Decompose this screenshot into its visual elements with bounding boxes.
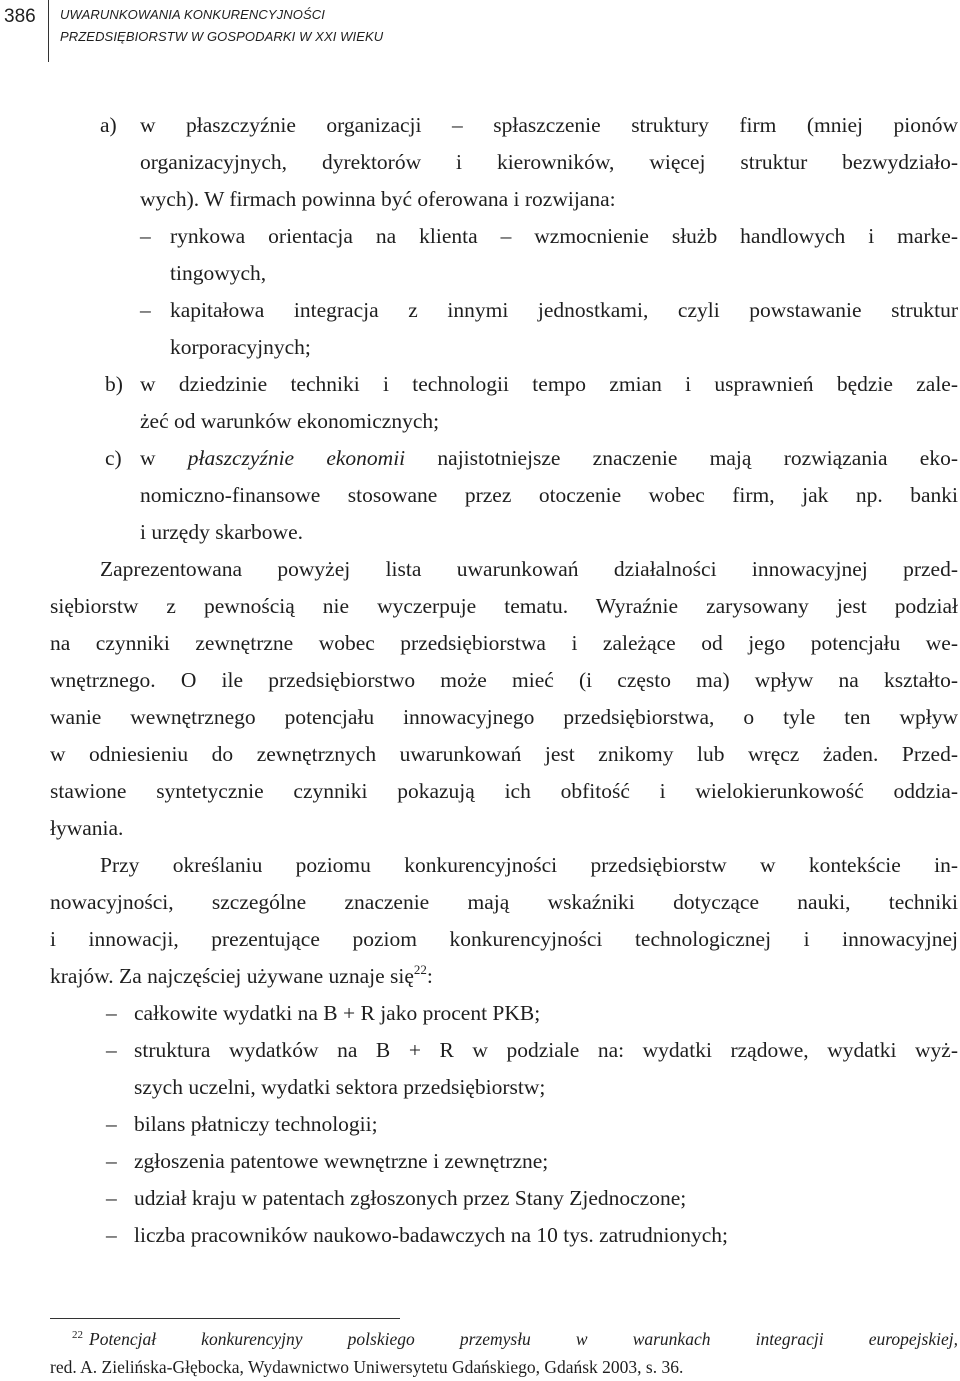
dash-bullet-icon: –: [140, 298, 151, 322]
paragraph-text: [50, 958, 958, 995]
paragraph-line: [50, 736, 958, 773]
paragraph-line: [50, 625, 958, 662]
paragraph-line: [50, 588, 958, 625]
footnote-divider: [50, 1318, 400, 1319]
paragraph-line: [50, 699, 958, 736]
paragraph-line: [50, 810, 958, 847]
list-item-c-prefix: w: [140, 446, 188, 470]
sub-bullet: [50, 218, 958, 255]
sub-bullet-text: korporacyjnych;: [170, 335, 311, 359]
paragraph-line: [50, 884, 958, 921]
indicator-item: [50, 1143, 958, 1180]
dash-bullet-icon: –: [106, 1186, 117, 1210]
paragraph-last-tail: :: [426, 964, 433, 988]
list-item-c-cont: [50, 514, 958, 551]
sub-bullet-cont: [50, 329, 958, 366]
paragraph-last-text: krajów. Za najczęściej używane uznaje się: [50, 964, 414, 988]
list-item-a-cont: [50, 144, 958, 181]
indicator-text: udział kraju w patentach zgłoszonych przez Stany Zjednoczone;: [134, 1186, 687, 1210]
footnote-citation: red. A. Zielińska-Głębocka, Wydawnictwo Uniwersytetu Gdańskiego, Gdańsk 2003, s. 36.: [50, 1357, 684, 1377]
footnote-reference[interactable]: 22: [413, 962, 427, 977]
paragraph-text: Zaprezentowana powyżej lista uwarunkowań działalności innowacyjnej przed-: [100, 557, 958, 581]
indicator-text: liczba pracowników naukowo-badawczych na 10 tys. zatrudnionych;: [134, 1223, 729, 1247]
list-item-a-line: w płaszczyźnie organizacji – spłaszczenie struktury firm (mniej pionów: [140, 113, 958, 137]
paragraph-text: ływania.: [50, 816, 124, 840]
indicator-text: bilans płatniczy technologii;: [134, 1112, 378, 1136]
page-number: 386: [4, 6, 36, 27]
indicator-item: [50, 1180, 958, 1217]
paragraph-line: [50, 773, 958, 810]
paragraph-line: [50, 847, 958, 884]
dash-bullet-icon: –: [106, 1001, 117, 1025]
sub-bullet-text: rynkowa orientacja na klienta – wzmocnienie służb handlowych i marke-: [170, 224, 958, 248]
footnote: [50, 1325, 958, 1381]
list-item-c-line: i urzędy skarbowe.: [140, 520, 303, 544]
paragraph-text: w odniesieniu do zewnętrznych uwarunkowań jest znikomy lub wręcz żaden. Przed-: [50, 742, 958, 766]
list-item-b-line: w dziedzinie techniki i technologii tempo zmian i usprawnień będzie zale-: [140, 372, 958, 396]
list-item-a: [50, 107, 958, 144]
paragraph-line: [50, 921, 958, 958]
sub-bullet-text: tingowych,: [170, 261, 267, 285]
list-item-b: [50, 366, 958, 403]
sub-bullet-cont: [50, 255, 958, 292]
footnote-line: [50, 1325, 958, 1353]
paragraph-text: wanie wewnętrznego potencjału innowacyjnego przedsiębiorstwa, o tyle ten wpływ: [50, 705, 958, 729]
dash-bullet-icon: –: [106, 1149, 117, 1173]
paragraph-line: [50, 551, 958, 588]
running-head-line-1: UWARUNKOWANIA KONKURENCYJNOŚCI: [60, 7, 325, 22]
list-item-c-rest: najistotniejsze znaczenie mają rozwiązania eko-: [405, 446, 958, 470]
body-text: [50, 107, 958, 1254]
paragraph-text: stawione syntetycznie czynniki pokazują ich obfitość i wielokierunkowość oddzia-: [50, 779, 958, 803]
paragraph-text: na czynniki zewnętrzne wobec przedsiębiorstwa i zależące od jego potencjału we-: [50, 631, 958, 655]
header-divider: [48, 0, 49, 62]
list-label-a: a): [100, 113, 117, 137]
list-item-b-line: żeć od warunków ekonomicznych;: [140, 409, 440, 433]
sub-bullet: [50, 292, 958, 329]
dash-bullet-icon: –: [106, 1112, 117, 1136]
list-item-a-line: wych). W firmach powinna być oferowana i rozwijana:: [140, 187, 616, 211]
indicator-text: całkowite wydatki na B + R jako procent PKB;: [134, 1001, 541, 1025]
running-head-line-2: PRZEDSIĘBIORSTW W GOSPODARKI W XXI WIEKU: [60, 29, 384, 44]
footnote-title: Potencjał konkurencyjny polskiego przemysłu w warunkach integracji europejskiej,: [89, 1329, 958, 1349]
footnote-line: [50, 1353, 958, 1381]
list-item-c-cont: [50, 477, 958, 514]
footnote-number: 22: [72, 1329, 83, 1341]
paragraph-text: wnętrznego. O ile przedsiębiorstwo może mieć (i często ma) wpływ na kształto-: [50, 668, 958, 692]
indicator-text: zgłoszenia patentowe wewnętrzne i zewnętrzne;: [134, 1149, 549, 1173]
list-item-c-line: nomiczno-finansowe stosowane przez otoczenie wobec firm, jak np. banki: [140, 483, 958, 507]
list-item-a-line: organizacyjnych, dyrektorów i kierowników, więcej struktur bezwydziało-: [140, 150, 958, 174]
list-item-c: [50, 440, 958, 477]
indicator-item: [50, 995, 958, 1032]
paragraph-text: nowacyjności, szczególne znaczenie mają wskaźniki dotyczące nauki, techniki: [50, 890, 958, 914]
indicator-text: struktura wydatków na B + R w podziale na: wydatki rządowe, wydatki wyż-: [134, 1038, 958, 1062]
indicator-item-cont: [50, 1069, 958, 1106]
paragraph-text: siębiorstw z pewnością nie wyczerpuje tematu. Wyraźnie zarysowany jest podział: [50, 594, 958, 618]
indicator-item: [50, 1106, 958, 1143]
list-item-a-cont: [50, 181, 958, 218]
list-item-c-line: [140, 440, 958, 477]
paragraph-line: [50, 958, 958, 995]
list-label-c: c): [105, 446, 122, 470]
dash-bullet-icon: –: [140, 224, 151, 248]
list-item-b-cont: [50, 403, 958, 440]
paragraph-text: i innowacji, prezentujące poziom konkurencyjności technologicznej i innowacyjnej: [50, 927, 958, 951]
indicator-item: [50, 1032, 958, 1069]
dash-bullet-icon: –: [106, 1038, 117, 1062]
list-label-b: b): [105, 372, 123, 396]
dash-bullet-icon: –: [106, 1223, 117, 1247]
running-head: [60, 4, 383, 48]
paragraph-text: Przy określaniu poziomu konkurencyjności przedsiębiorstw w kontekście in-: [100, 853, 958, 877]
list-item-c-emphasis: płaszczyźnie ekonomii: [187, 446, 406, 470]
indicator-item: [50, 1217, 958, 1254]
paragraph-line: [50, 662, 958, 699]
sub-bullet-text: kapitałowa integracja z innymi jednostkami, czyli powstawanie struktur: [170, 298, 958, 322]
indicator-text: szych uczelni, wydatki sektora przedsiębiorstw;: [134, 1075, 546, 1099]
